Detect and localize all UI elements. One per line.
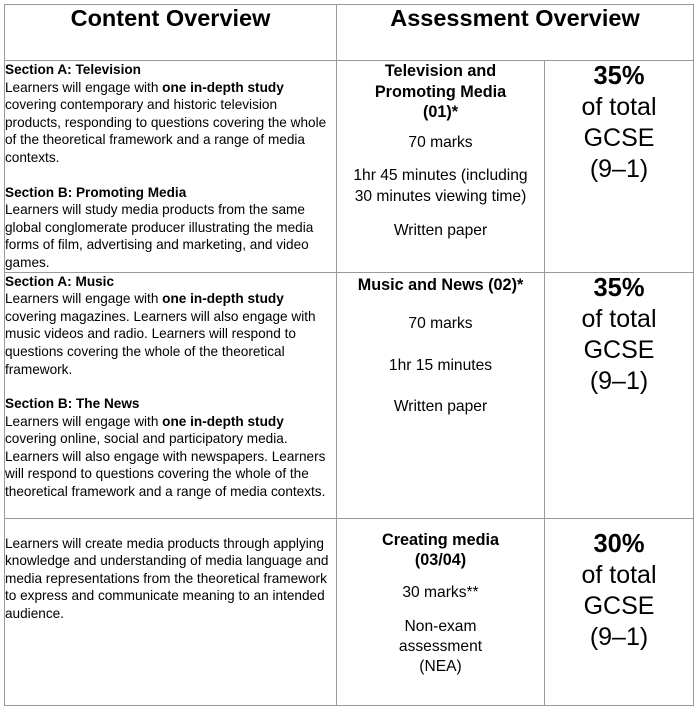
format: Written paper xyxy=(393,221,488,239)
weight-label: of total xyxy=(581,304,657,333)
assessment-cell xyxy=(337,518,545,705)
weight-label: (9–1) xyxy=(589,366,649,395)
overview-table xyxy=(4,4,694,706)
weight-label: GCSE xyxy=(583,591,655,620)
weighting-cell xyxy=(545,272,694,518)
weight-percentage: 30% xyxy=(593,529,645,558)
assessment-overview-header: Assessment Overview xyxy=(337,5,694,61)
section-text: Learners will engage with one in-depth study covering contemporary and historic television products, responding to questions covering the whole of the theoretical framework and a range of media contexts. xyxy=(5,79,327,165)
assessment-cell xyxy=(337,61,545,273)
header-row xyxy=(5,5,694,61)
content-overview-header: Content Overview xyxy=(5,5,337,61)
marks: 70 marks xyxy=(408,315,473,333)
section-title: Section A: Music xyxy=(5,273,115,289)
section-title: Section B: Promoting Media xyxy=(5,184,187,200)
section-text: Learners will create media products through applying knowledge and understanding of media language and media representations from the theoretical framework to express and communicate meaning to an intended audience. xyxy=(5,535,329,621)
weighting-cell xyxy=(545,61,694,273)
weight-label: of total xyxy=(581,93,657,121)
marks: 70 marks xyxy=(408,133,473,151)
weight-label: GCSE xyxy=(583,335,655,364)
weight-percentage: 35% xyxy=(593,273,645,302)
section-text: Learners will engage with one in-depth study covering online, social and participatory media. Learners will also engage with newspapers. Learners will respond to questions covering the whole of the theoretical framework and a range of media contexts. xyxy=(5,413,326,500)
format: Written paper xyxy=(393,398,488,416)
weight-label: of total xyxy=(581,560,657,589)
assessment-cell xyxy=(337,272,545,518)
duration: 1hr 15 minutes xyxy=(388,357,493,375)
paper-title: Music and News (02)* xyxy=(357,275,524,294)
weight-label: (9–1) xyxy=(589,155,649,183)
duration: 1hr 45 minutes (including 30 minutes viewing time) xyxy=(353,166,528,205)
marks: 30 marks** xyxy=(402,583,479,601)
section-title: Section B: The News xyxy=(5,396,140,412)
format: Non-exam assessment (NEA) xyxy=(398,617,483,675)
content-cell xyxy=(5,518,337,705)
section-text: Learners will study media products from the same global conglomerate producer illustrating the media forms of film, advertising and marketing, and video games. xyxy=(5,202,314,270)
table-row xyxy=(5,272,694,518)
paper-title: Television and Promoting Media (01)* xyxy=(374,62,507,121)
weight-label: (9–1) xyxy=(589,622,649,651)
weighting-cell xyxy=(545,518,694,705)
table-row xyxy=(5,61,694,273)
weight-label: GCSE xyxy=(583,124,655,152)
table-row xyxy=(5,518,694,705)
paper-title: Creating media (03/04) xyxy=(382,530,499,570)
weight-percentage: 35% xyxy=(593,62,645,90)
content-cell xyxy=(5,61,337,273)
section-text: Learners will engage with one in-depth study covering magazines. Learners will also engage with music videos and radio. Learners will respond to questions covering the whole of the theoretical framework. xyxy=(5,291,316,377)
section-title: Section A: Television xyxy=(5,62,141,77)
content-cell xyxy=(5,272,337,518)
